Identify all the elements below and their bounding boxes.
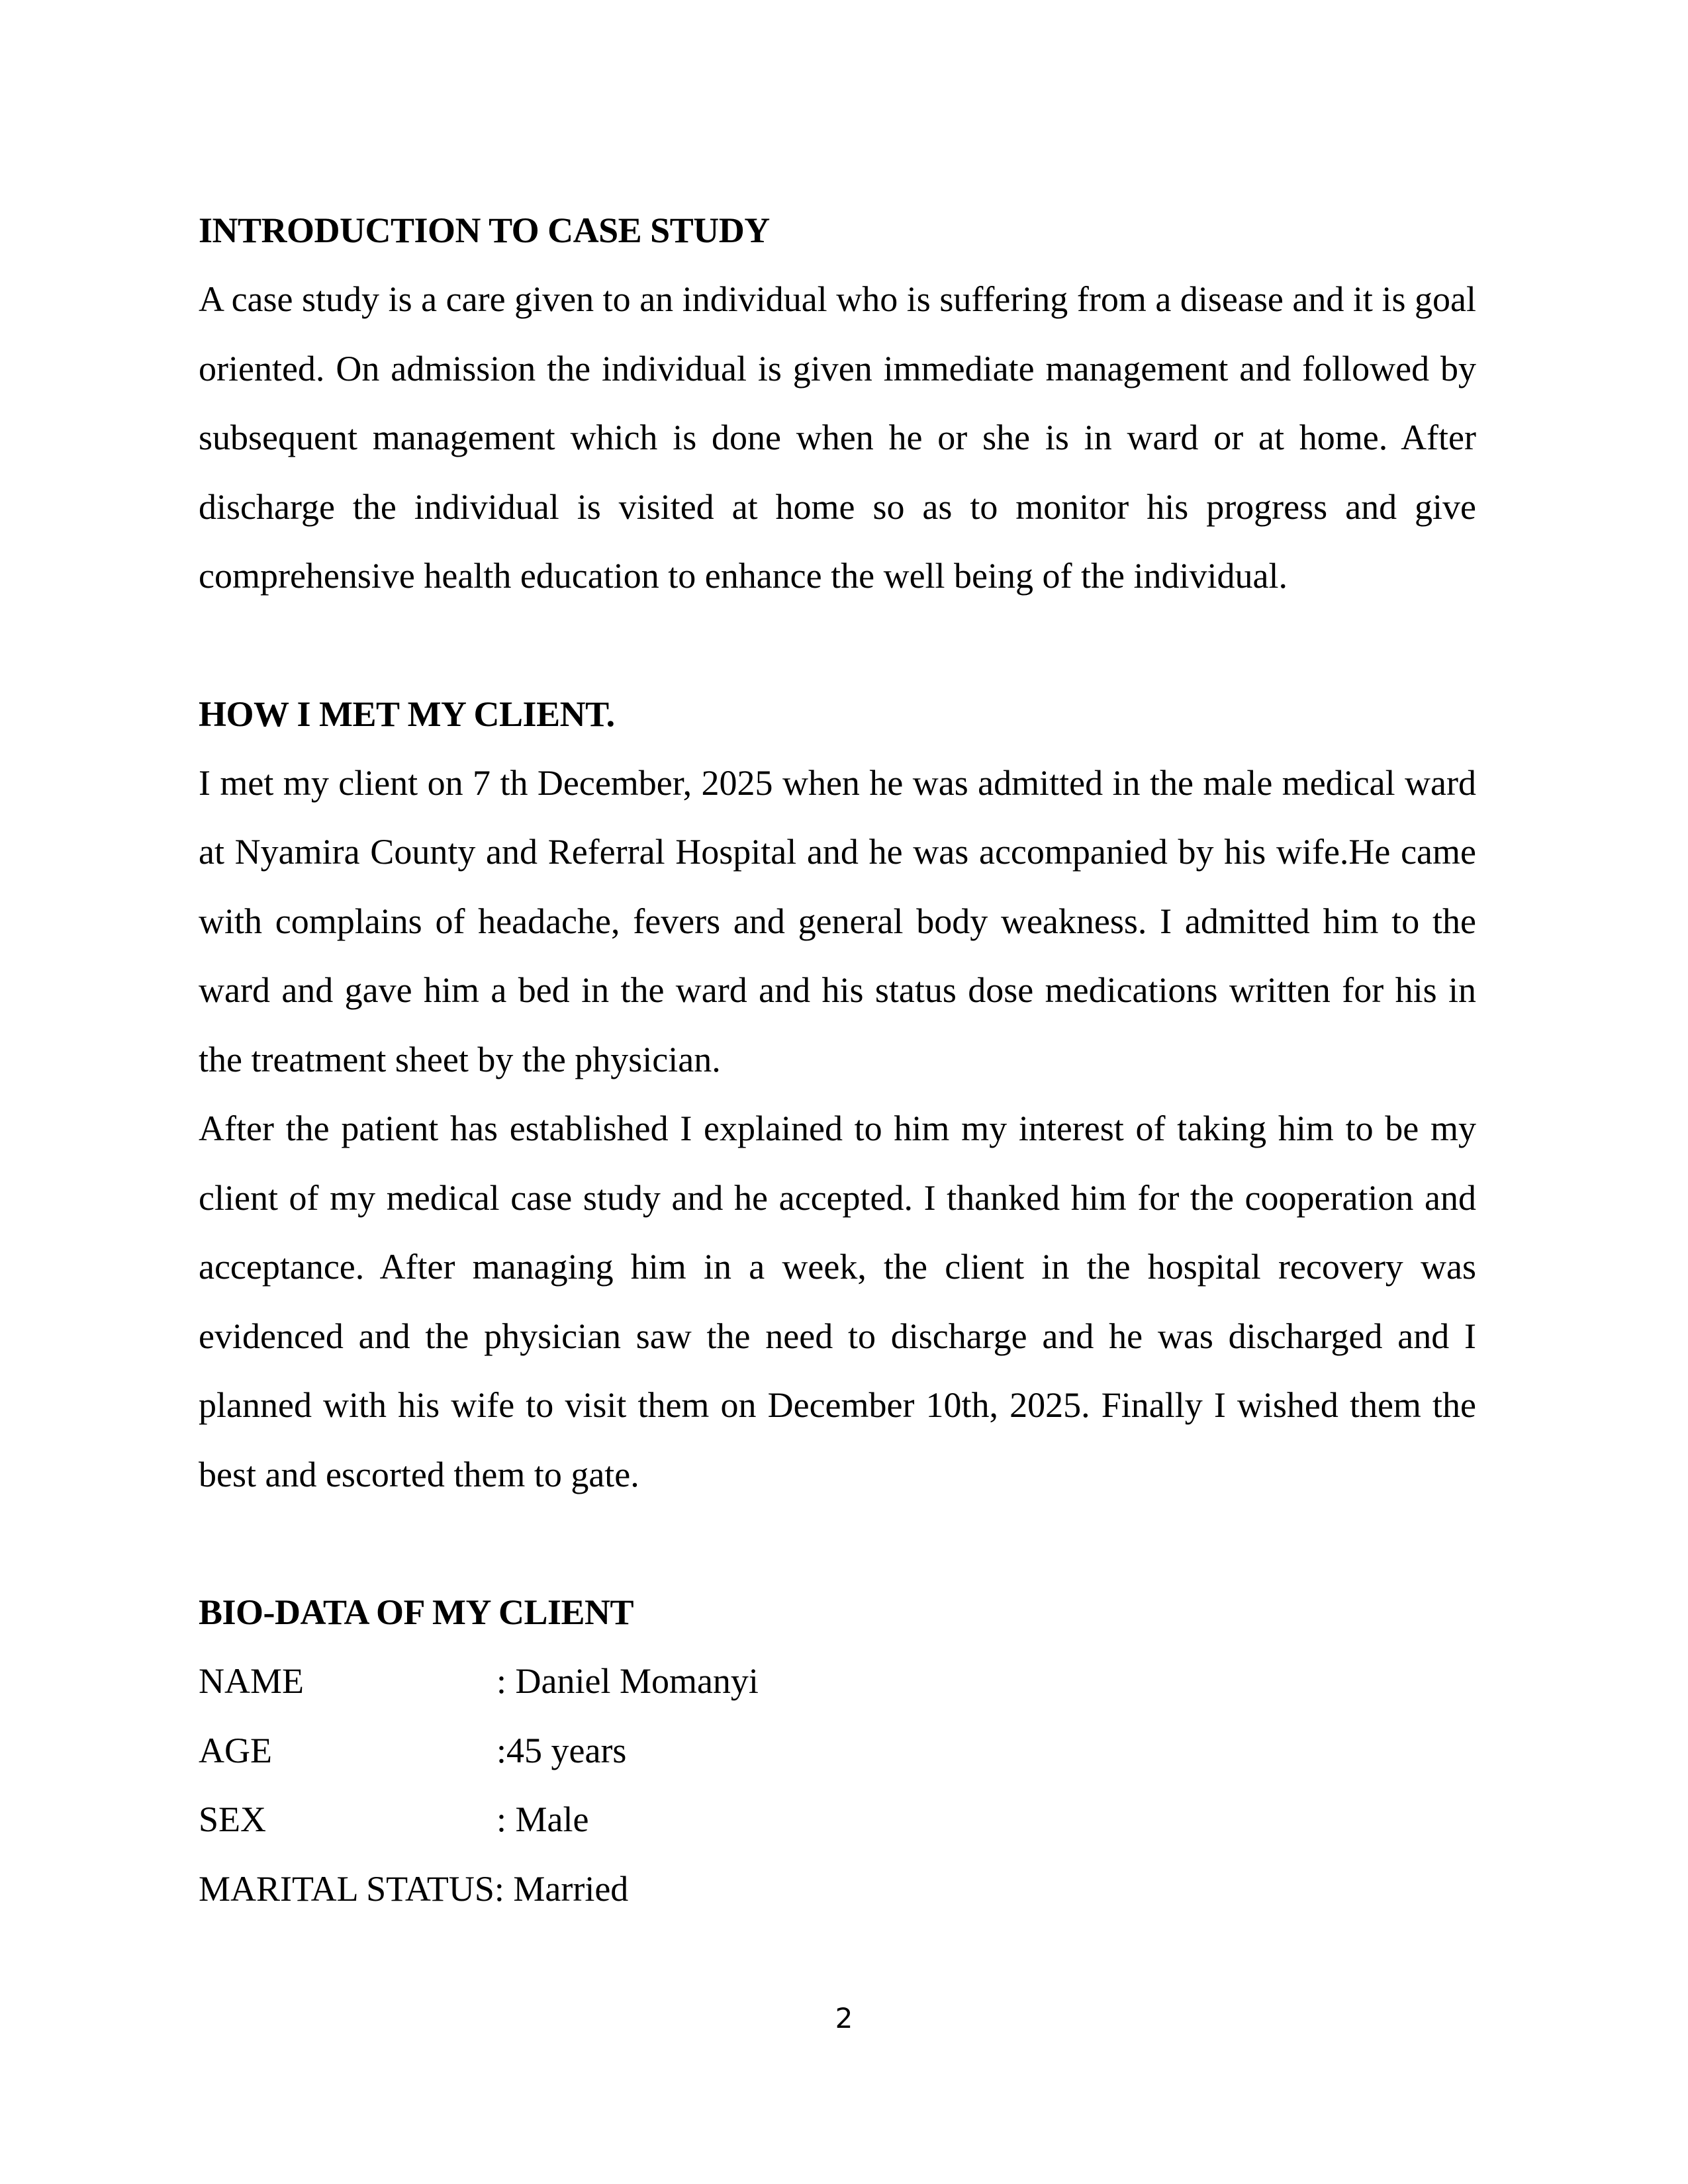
bio-row-name [199,1647,1476,1716]
intro-heading: INTRODUCTION TO CASE STUDY [199,210,770,250]
how-met-paragraph-1: I met my client on 7 th December, 2025 when he was admitted in the male medical ward at Nyamira County and Referral Hospital and he was accompanied by his wife.He came with complains of headache, fevers and general body weakness. I admitted him to the ward and gave him a bed in the ward and his status dose medications written for his in the treatment sheet by the physician. [199,762,1476,1079]
bio-row-age [199,1716,1476,1786]
how-met-paragraph-2: After the patient has established I explained to him my interest of taking him to be my client of my medical case study and he accepted. I thanked him for the cooperation and acceptance. After managing him in a week, the client in the hospital recovery was evidenced and the physician saw the need to discharge and he was discharged and I planned with his wife to visit them on December 10th, 2025. Finally I wished them the best and escorted them to gate. [199,1109,1476,1494]
document-page [199,196,1476,1923]
bio-value: : Daniel Momanyi [496,1661,759,1701]
bio-value: :45 years [496,1730,627,1770]
page-number: 2 [835,2002,853,2034]
intro-paragraph: A case study is a care given to an individual who is suffering from a disease and it is goal oriented. On admission the individual is given immediate management and followed by subsequent management which is done when he or she is in ward or at home. After discharge the individual is visited at home so as to monitor his progress and give comprehensive health education to enhance the well being of the individual. [199,279,1476,596]
bio-label: SEX [199,1799,267,1839]
section-spacer [199,1509,1476,1578]
bio-data-heading: BIO-DATA OF MY CLIENT [199,1592,634,1632]
bio-value: : Male [496,1799,589,1839]
bio-row-sex [199,1785,1476,1854]
bio-label: AGE [199,1730,272,1770]
bio-label: MARITAL STATUS: [199,1868,504,1909]
how-met-heading: HOW I MET MY CLIENT. [199,694,615,734]
section-spacer [199,611,1476,680]
bio-value: Married [504,1868,629,1909]
bio-row-marital-status [199,1854,1476,1924]
bio-label: NAME [199,1661,304,1701]
